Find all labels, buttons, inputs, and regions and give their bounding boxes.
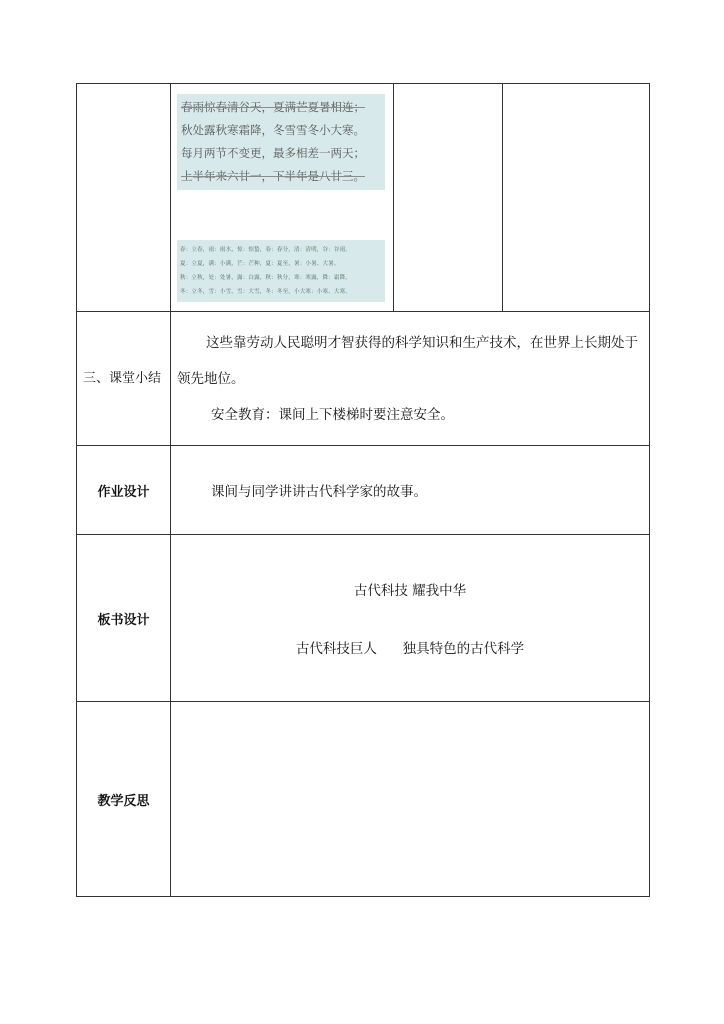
poem-line: 春雨惊春清谷天，夏满芒夏暑相连；: [181, 100, 365, 114]
board-row: [77, 535, 650, 702]
terms-line: 春：立春，雨：雨水，惊：惊蛰，春：春分，清：清明，谷：谷雨。: [180, 247, 352, 253]
homework-label: 作业设计: [77, 446, 171, 535]
poem-line: 每月两节不变更，最多相差一两天；: [181, 146, 365, 160]
solar-terms-list-image: [177, 240, 385, 302]
poem-cell: [171, 84, 394, 312]
board-label: 板书设计: [77, 535, 171, 702]
homework-row: [77, 446, 650, 535]
board-subtitle: 古代科技巨人 独具特色的古代科学: [295, 641, 525, 657]
terms-line: 夏：立夏，满：小满，芒：芒种，夏：夏至，暑：小暑、大暑。: [180, 261, 340, 267]
summary-cell: [171, 312, 650, 446]
reflection-label: 教学反思: [77, 702, 171, 897]
summary-row: [77, 312, 650, 446]
empty-cell: [394, 84, 503, 312]
homework-content: 课间与同学讲讲古代科学家的故事。: [171, 446, 650, 535]
board-title: 古代科技 耀我中华: [353, 583, 467, 599]
lesson-plan-table: [76, 83, 650, 897]
empty-cell: [503, 84, 650, 312]
board-cell: [171, 535, 650, 702]
poem-line: 上半年来六廿一，下半年是八廿三。: [181, 169, 365, 183]
safety-paragraph: 安全教育：课间上下楼梯时要注意安全。: [211, 406, 454, 423]
reflection-content: [171, 702, 650, 897]
summary-label: 三、课堂小结: [77, 312, 171, 446]
terms-line: 秋：立秋，处：处暑，露：白露，秋：秋分，寒：寒露，降：霜降。: [180, 275, 352, 281]
solar-terms-poem-image: [177, 94, 385, 190]
terms-line: 冬：立冬，雪：小雪，雪：大雪，冬：冬至，小大寒：小寒、大寒。: [180, 289, 352, 295]
poem-row: [77, 84, 650, 312]
summary-paragraph: 这些靠劳动人民聪明才智获得的科学知识和生产技术，在世界上长期处于领先地位。: [177, 334, 638, 387]
poem-line: 秋处露秋寒霜降，冬雪雪冬小大寒。: [181, 123, 365, 137]
empty-label-cell: [77, 84, 171, 312]
reflection-row: [77, 702, 650, 897]
